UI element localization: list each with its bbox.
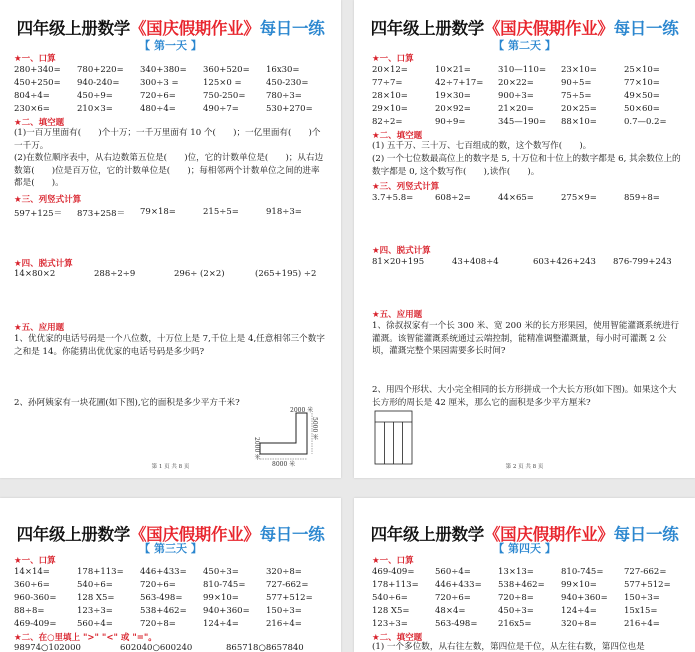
problem: 123÷3= (372, 619, 408, 629)
problem: 918÷3= (266, 207, 302, 217)
word-problem-1: 1、徐叔叔家有一个长 300 米、宽 200 米的长方形果园，使用智能灌溉系统进行灌溉。该智能灌溉系统通过云端控制，能精准调整灌溉量，每小时可灌溉 2 公顷，灌溉完整个果园需要多长时间? (372, 321, 680, 356)
problem: 124÷4= (203, 619, 239, 629)
title-prefix: 四年级上册数学 (16, 525, 130, 544)
problem: 450÷9= (77, 91, 113, 101)
problem: 48×4= (435, 606, 466, 616)
problem: 750-250= (203, 91, 246, 101)
problem: 128 X5= (372, 606, 410, 616)
title-prefix: 四年级上册数学 (16, 19, 130, 38)
compare-problem: 865718○8657840 (226, 643, 304, 652)
problem: 49×50= (624, 91, 660, 101)
problem: 75÷5= (561, 91, 592, 101)
page-title (0, 15, 341, 39)
problem: 720÷6= (435, 593, 471, 603)
problem: 44×65= (498, 193, 534, 203)
problem: 597+125＝ (14, 209, 63, 219)
title-prefix: 四年级上册数学 (370, 525, 484, 544)
section-heading: ★一、口算 (372, 54, 414, 64)
rectangles-figure (374, 410, 414, 466)
problem: 210×3= (77, 104, 113, 114)
problem: 469-409= (372, 567, 415, 577)
figure-label-right: 5000 米 (311, 417, 318, 441)
problem: 0.7—0.2= (624, 117, 667, 127)
problem: 608÷2= (435, 193, 471, 203)
problem: 81×20+195 (372, 257, 425, 267)
problem: 859÷8= (624, 193, 660, 203)
section-heading: ★二、填空题 (372, 131, 423, 141)
word-problem-2: 2、孙阿姨家有一块花圃(如下图),它的面积是多少平方千米? (14, 398, 240, 408)
problem: 275×9= (561, 193, 597, 203)
problem: 780÷3= (266, 91, 302, 101)
word-problem-1: 1、优优家的电话号码是一个八位数，十万位上是 7,千位上是 4,任意相邻三个数字之和是 14。你能猜出优优家的电话号码是多少吗? (14, 334, 325, 357)
problem: 125×0 = (203, 78, 242, 88)
problem: 560÷4= (77, 619, 113, 629)
page-title (354, 15, 695, 39)
problem: 90÷5= (561, 78, 592, 88)
problem: 940-240= (77, 78, 120, 88)
problem: 300÷3 = (140, 78, 179, 88)
problem: 23×10= (561, 65, 597, 75)
problem: 3.7+5.8= (372, 193, 414, 203)
problem: 320÷8= (266, 567, 302, 577)
problem: 940+360= (203, 606, 250, 616)
problem: 77÷7= (372, 78, 403, 88)
problem: 88×10= (561, 117, 597, 127)
problem: 780+220= (77, 65, 124, 75)
problem: 20×92= (435, 104, 471, 114)
section-heading: ★二、在○里填上 ">" "<" 或 "="。 (14, 633, 157, 643)
problem: (265+195) ÷2 (255, 269, 317, 279)
problem: 19×30= (435, 91, 471, 101)
problem: 480÷4= (140, 104, 176, 114)
problem: 345—190= (498, 117, 547, 127)
figure-label-bottom: 8000 米 (272, 461, 296, 468)
problem: 230×6= (14, 104, 50, 114)
problem: 13×13= (498, 567, 534, 577)
problem: 563-498= (435, 619, 478, 629)
problem: 77×10= (624, 78, 660, 88)
problem: 99×10= (561, 580, 597, 590)
title-main: 《国庆假期作业》 (129, 19, 260, 38)
problem: 450+250= (14, 78, 61, 88)
problem: 216x5= (498, 619, 532, 629)
problem: 720÷6= (140, 91, 176, 101)
problem: 560÷4= (435, 567, 471, 577)
section-heading: ★四、脱式计算 (372, 246, 431, 256)
section-heading: ★二、填空题 (14, 118, 65, 128)
section-heading: ★四、脱式计算 (14, 259, 73, 269)
problem: 603+426+243 (533, 257, 596, 267)
problem: 577+512= (266, 593, 313, 603)
problem: 20×22= (498, 78, 534, 88)
fill-question-2: (2)在数位顺序表中，从右边数第五位是( )位，它的计数单位是( )；从右边数第( )位是百万位，它的计数单位是( )；每相邻两个计数单位之间的进率都是( )。 (14, 153, 324, 188)
problem: 727-662= (266, 580, 309, 590)
problem: 810-745= (203, 580, 246, 590)
section-heading: ★三、列竖式计算 (14, 195, 82, 205)
title-suffix: 每日一练 (259, 19, 325, 38)
problem: 450÷3= (498, 606, 534, 616)
problem: 150÷3= (624, 593, 660, 603)
compare-problem: 602040○600240 (120, 643, 193, 652)
figure-label-top: 2000 米 (290, 407, 314, 414)
problem: 540÷6= (77, 580, 113, 590)
section-heading: ★一、口算 (14, 54, 56, 64)
title-prefix: 四年级上册数学 (370, 19, 484, 38)
problem: 178+113= (372, 580, 419, 590)
problem: 128 X5= (77, 593, 115, 603)
problem: 124÷4= (561, 606, 597, 616)
fill-question-2: (2) 一个七位数最高位上的数字是 5, 十万位和十位上的数字都是 6, 其余数位上的数字都是 0, 这个数写作( ),读作( )。 (372, 154, 681, 177)
section-heading: ★五、应用题 (14, 323, 65, 333)
problem: 288÷2÷9 (94, 269, 136, 279)
problem: 490÷7= (203, 104, 239, 114)
problem: 446+433= (140, 567, 187, 577)
problem: 538+462= (140, 606, 187, 616)
fill-question-1: (1)一百万里面有( )个十万；一千万里面有 10 个( )；一亿里面有( )个一千万。 (14, 128, 321, 151)
title-main: 《国庆假期作业》 (129, 525, 260, 544)
problem: 720÷6= (140, 580, 176, 590)
section-heading: ★三、列竖式计算 (372, 182, 440, 192)
problem: 940+360= (561, 593, 608, 603)
problem: 720÷8= (498, 593, 534, 603)
problem: 296÷ (2×2) (174, 269, 225, 279)
problem: 360+520= (203, 65, 250, 75)
section-heading: ★五、应用题 (372, 310, 423, 320)
problem: 804÷4= (14, 91, 50, 101)
problem: 450-230= (266, 78, 309, 88)
problem: 450÷3= (203, 567, 239, 577)
title-suffix: 每日一练 (613, 525, 679, 544)
section-heading: ★一、口算 (372, 556, 414, 566)
problem: 320÷8= (561, 619, 597, 629)
title-main: 《国庆假期作业》 (483, 525, 614, 544)
problem: 178+113= (77, 567, 124, 577)
problem: 150÷3= (266, 606, 302, 616)
problem: 876-799+243 (613, 257, 672, 267)
problem: 280+340= (14, 65, 61, 75)
problem: 563-498= (140, 593, 183, 603)
day-label: 【 第二天 】 (493, 39, 556, 52)
problem: 216÷4= (624, 619, 660, 629)
problem: 21×20= (498, 104, 534, 114)
problem: 123÷3= (77, 606, 113, 616)
figure-label-left: 2000 米 (253, 437, 260, 461)
problem: 20×12= (372, 65, 408, 75)
page-footer: 第 1 页 共 8 页 (151, 464, 190, 470)
problem: 88÷8= (14, 606, 45, 616)
problem: 90÷9= (435, 117, 466, 127)
page-footer: 第 2 页 共 8 页 (505, 464, 544, 470)
worksheet-page-day-1 (0, 0, 341, 478)
problem: 50×60= (624, 104, 660, 114)
problem: 28×10= (372, 91, 408, 101)
problem: 720÷8= (140, 619, 176, 629)
title-suffix: 每日一练 (259, 525, 325, 544)
day-label: 【 第一天 】 (139, 39, 202, 52)
problem: 960-360= (14, 593, 57, 603)
fill-question-1: (1) 一个多位数，从右往左数，第四位是千位，从左往右数，第四位也是 (372, 642, 645, 652)
word-problem-2: 2、用四个形状、大小完全相同的长方形拼成一个大长方形(如下图)。如果这个大长方形的周长是 42 厘米，那么它的面积是多少平方厘米? (372, 385, 677, 408)
problem: 25×10= (624, 65, 660, 75)
worksheet-page-day-4 (354, 498, 695, 652)
fill-question-1: (1) 五千万、三十万、七百组成的数，这个数写作( )。 (372, 141, 592, 151)
problem: 360÷6= (14, 580, 50, 590)
problem: 14×80×2 (14, 269, 56, 279)
title-main: 《国庆假期作业》 (483, 19, 614, 38)
problem: 810-745= (561, 567, 604, 577)
problem: 310—110= (498, 65, 547, 75)
problem: 900÷3= (498, 91, 534, 101)
problem: 99×10= (203, 593, 239, 603)
problem: 15x15= (624, 606, 658, 616)
problem: 530+270= (266, 104, 313, 114)
worksheet-page-day-2 (354, 0, 695, 478)
section-heading: ★一、口算 (14, 556, 56, 566)
problem: 29×10= (372, 104, 408, 114)
problem: 16x30= (266, 65, 300, 75)
problem: 10×21= (435, 65, 471, 75)
problem: 340+380= (140, 65, 187, 75)
problem: 727-662= (624, 567, 667, 577)
title-suffix: 每日一练 (613, 19, 679, 38)
problem: 446+433= (435, 580, 482, 590)
problem: 43+408÷4 (452, 257, 499, 267)
problem: 469-409= (14, 619, 57, 629)
problem: 14×14= (14, 567, 50, 577)
problem: 538+462= (498, 580, 545, 590)
problem: 577+512= (624, 580, 671, 590)
day-label: 【 第四天 】 (493, 542, 556, 555)
day-label: 【 第三天 】 (139, 542, 202, 555)
problem: 79×18= (140, 207, 176, 217)
worksheet-page-day-3 (0, 498, 341, 652)
problem: 540÷6= (372, 593, 408, 603)
problem: 215÷5= (203, 207, 239, 217)
problem: 82÷2= (372, 117, 403, 127)
problem: 216÷4= (266, 619, 302, 629)
problem: 42÷7+17= (435, 78, 484, 88)
problem: 20×25= (561, 104, 597, 114)
section-heading: ★二、填空题 (372, 633, 423, 643)
problem: 873+258＝ (77, 209, 126, 219)
compare-problem: 98974○102000 (14, 643, 81, 652)
